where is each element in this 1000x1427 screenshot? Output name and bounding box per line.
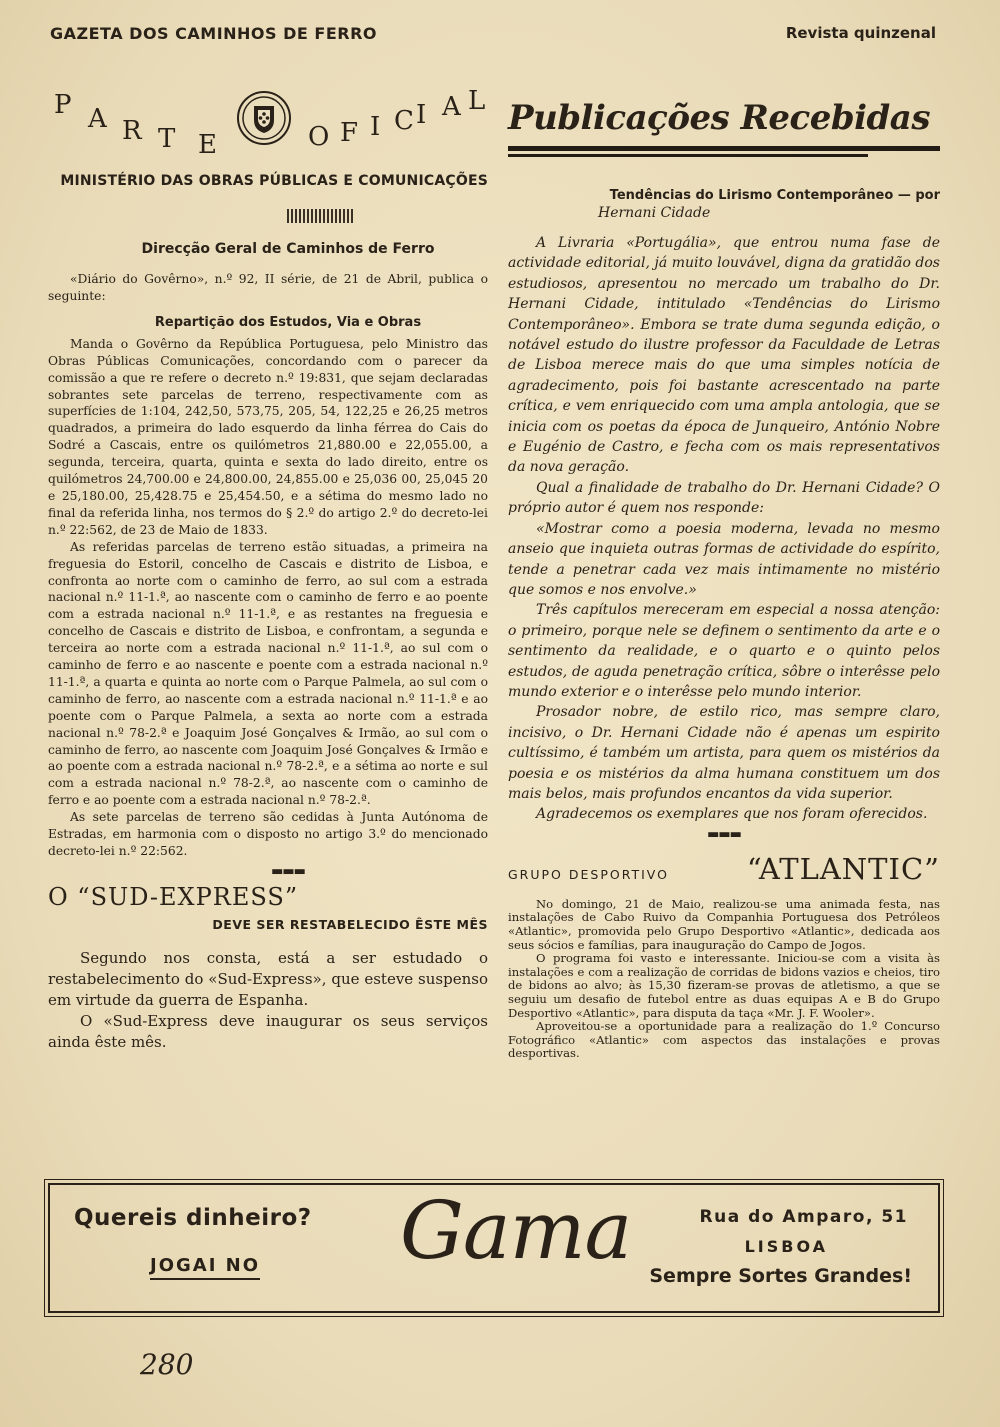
book-title: Tendências do Lirismo Contemporâneo — por [609, 188, 940, 203]
gama-advertisement [48, 1183, 940, 1313]
title-letter: T [158, 124, 177, 154]
title-letter: F [340, 118, 360, 148]
title-letter: O [308, 122, 331, 152]
title-letter: P [54, 90, 73, 120]
decree-paragraph: As sete parcelas de terreno são cedidas à Junta Autónoma de Estradas, em harmonia com o disposto no artigo 3.º do mencionado decreto-lei n.º 22:562. [48, 810, 488, 858]
parte-oficial-title [48, 80, 488, 175]
periodicity-label: Revista quinzenal [785, 24, 936, 42]
atlantic-paragraph: No domingo, 21 de Maio, realizou-se uma animada festa, nas instalações de Cabo Ruivo da Companhia Portuguesa dos Petróleos «Atlantic», promovida pelo Grupo Desportivo «Atlantic», dedicada aos seus sócios e famílias, para inauguração do Campo de Jogos. [508, 896, 940, 952]
decree-paragraph: As referidas parcelas de terreno estão situadas, a primeira na freguesia do Estoril, concelho de Cascais e distrito de Lisboa, e confronta ao norte com o caminho de ferro, ao sul com a estrada nacional n.º 11-1.ª, ao nascente com o caminho de ferro e ao poente com a estrada nacional n.º 11-1.ª, e as restantes na freguesia e concelho de Cascais e distrito de Lisboa, e confrontam, a segunda e terceira ao norte com a estrada nacional n.º 11-1.ª, ao sul com o caminho de ferro e ao nascente e poente com a estrada nacional n.º 11-1.ª, a quarta e quinta ao norte com o Parque Palmela, ao sul com o caminho de ferro, ao nascente com a estrada nacional n.º 11-1.ª e ao poente com o Parque Palmela, a sexta ao norte com a estrada nacional n.º 78-2.ª e Joaquim José Gonçalves & Irmão, ao sul com o caminho de ferro, ao nascente com Joaquim José Gonçalves & Irmão e ao poente com a estrada nacional n.º 78-2.ª, e a sétima ao norte e sul com a estrada nacional n.º 78-2.ª, ao nascente com o caminho de ferro e ao poente com a estrada nacional n.º 78-2.ª. [48, 539, 488, 808]
ad-slogan: Sempre Sortes Grandes! [649, 1265, 912, 1287]
sud-express-title: O “SUD-EXPRESS” [48, 882, 299, 911]
ministry-heading: MINISTÉRIO DAS OBRAS PÚBLICAS E COMUNICAÇÕES [60, 173, 488, 189]
left-column [48, 80, 488, 1053]
journal-title: GAZETA DOS CAMINHOS DE FERRO [50, 24, 378, 43]
publications-title: Publicações Recebidas [508, 98, 930, 138]
decree-paragraph: Manda o Govêrno da República Portuguesa, pelo Ministro das Obras Públicas Comunicações, concordando com o parecer da comissão a que re refere o decreto n.º 19:831, que sejam declaradas sobrantes sete parcelas de terreno, respectivamente com as superfícies de 1:104, 242,50, 573,75, 205, 54, 122,25 e 26,25 metros quadrados, a primeira do lado esquerdo da linha férrea do Cais do Sodré a Cascais, entre os quilómetros 21,880.00 e 22,055.00, a segunda, terceira, quarta, quinta e sexta do lado direito, entre os quilómetros 24,700.00 e 24,800.00, 24,855.00 e 25,036 00, 25,045 20 e 25,180.00, 25,428.75 e 25,454.50, e a sétima do mesmo lado no final da referida linha, nos termos do § 2.º do artigo 2.º do decreto-lei n.º 22:562, de 23 de Maio de 1833. [48, 336, 488, 537]
atlantic-paragraph: O programa foi vasto e interessante. Iniciou-se com a visita às instalações e com a realização de corridas de bidons vazios e cheios, tiro de bidons ao alvo; às 15,30 fizeram-se provas de atletismo, a que se seguiu um desafio de futebol entre as duas equipas A e B do Grupo Desportivo «Atlantic», para disputa da taça «Mr. J. F. Wooler». [508, 951, 940, 1020]
title-letter: A [442, 92, 462, 122]
ad-city: LISBOA [744, 1237, 828, 1256]
directorate-heading: Direcção Geral de Caminhos de Ferro [141, 241, 435, 257]
review-paragraph: Agradecemos os exemplares que nos foram oferecidos. [536, 806, 928, 823]
title-rule [508, 146, 940, 160]
atlantic-paragraph: Aproveitou-se a oportunidade para a realização do 1.º Concurso Fotográfico «Atlantic» com aspectos das instalações e provas desportivas. [508, 1019, 940, 1061]
title-letter: C [394, 106, 415, 136]
title-letter: R [122, 116, 143, 146]
sud-express-subtitle: DEVE SER RESTABELECIDO ÊSTE MÊS [212, 916, 488, 932]
sud-express-paragraph: O «Sud-Express deve inaugurar os seus serviços ainda êste mês. [48, 1011, 488, 1051]
review-quote: «Mostrar como a poesia moderna, levada no mesmo anseio que inquieta outras formas de actividade do espírito, tende a penetrar cada vez mais intimamente no mistério que somos e nos envolve.» [508, 520, 940, 598]
title-letter: E [198, 130, 218, 160]
coat-of-arms-icon [236, 90, 292, 146]
atlantic-name: “ATLANTIC” [746, 851, 940, 886]
book-author: Hernani Cidade [598, 205, 711, 221]
title-letter: L [468, 86, 487, 116]
page-number: 280 [140, 1348, 194, 1381]
divider-ornament [287, 209, 353, 223]
section-ornament: ▬▬▬ [707, 826, 741, 842]
ad-brand-logo: Gama [400, 1184, 632, 1277]
ad-play-label: JOGAI NO [150, 1255, 260, 1280]
title-letter: I [370, 112, 382, 142]
ad-address: Rua do Amparo, 51 [699, 1207, 908, 1227]
diario-intro: «Diário do Govêrno», n.º 92, II série, de 21 de Abril, publica o seguinte: [48, 272, 488, 303]
atlantic-heading [508, 852, 940, 886]
title-letter: I [416, 100, 428, 130]
review-paragraph: A Livraria «Portugália», que entrou numa fase de actividade editorial, já muito louvável, digna da gratidão dos estudiosos, apresentou no mercado um trabalho do Dr. Hernani Cidade, intitulado «Tendências do Lirismo Contemporâneo». Embora se trate duma segunda edição, o notável estudo do ilustre professor da Faculdade de Letras de Lisboa merece mais do que uma simples notícia de agradecimento, pois foi bastante acrescentado na parte crítica, e vem enriquecido com uma ampla antologia, que se inicia com os poetas da época de Junqueiro, António Nobre e Eugénio de Castro, e fecha com os mais representativos da nova geração. [508, 235, 940, 476]
right-column [508, 80, 940, 1061]
review-paragraph: Três capítulos mereceram em especial a nossa atenção: o primeiro, porque nele se definem o sentimento da arte e o sentimento da realidade, e o quarto e o quinto pelos estudos, de aguda penetração crítica, sôbre o interêsse pelo mundo exterior e o interêsse pelo mundo interior. [508, 602, 940, 700]
sud-express-paragraph: Segundo nos consta, está a ser estudado o restabelecimento do «Sud-Express», que esteve suspenso em virtude da guerra de Espanha. [48, 948, 488, 1009]
review-paragraph: Prosador nobre, de estilo rico, mas sempre claro, incisivo, o Dr. Hernani Cidade não é apenas um espirito cultíssimo, é também um artista, para quem os mistérios da poesia e os mistérios da alma humana constituem um dos mais belos, mais profundos encantos da vida superior. [508, 704, 940, 802]
title-letter: A [88, 104, 108, 134]
review-paragraph: Qual a finalidade de trabalho do Dr. Hernani Cidade? O próprio autor é quem nos responde: [508, 479, 940, 517]
repartition-heading: Repartição dos Estudos, Via e Obras [154, 314, 422, 330]
atlantic-group-label: GRUPO DESPORTIVO [508, 866, 669, 882]
ad-question: Quereis dinheiro? [74, 1205, 312, 1231]
section-ornament: ▬▬▬ [271, 863, 305, 879]
